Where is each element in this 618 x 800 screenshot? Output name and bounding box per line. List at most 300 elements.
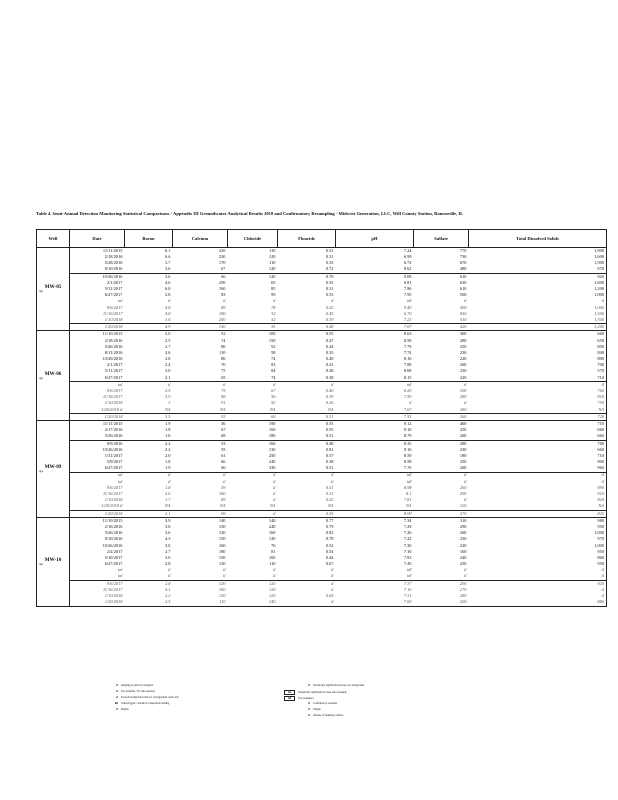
calcium-cell: 250 bbox=[218, 279, 226, 285]
boron-cell: 3.7 bbox=[165, 260, 171, 266]
col-header-fluoride: Fluoride bbox=[278, 230, 336, 248]
sulfate-cell: 480 bbox=[459, 266, 467, 272]
chloride-cell: NA bbox=[269, 406, 276, 412]
tds-cell: tl bbox=[469, 587, 607, 593]
date-cell: 1/20/2018 tl bbox=[101, 503, 123, 509]
boron-cell: 4.6 bbox=[165, 279, 171, 285]
boron-cell: 3.6 bbox=[165, 524, 171, 529]
fluoride-cell: NA bbox=[327, 406, 334, 412]
fluoride-cell: 0.65 bbox=[325, 593, 334, 599]
boron-cell: 3.0 bbox=[165, 542, 171, 548]
results-table bbox=[36, 229, 607, 607]
date-cell: 5/26/2016 bbox=[104, 343, 123, 349]
date-cell: 9/6/2017 bbox=[106, 304, 123, 310]
tds-cell: 660 bbox=[469, 433, 607, 440]
well-id-cell bbox=[37, 331, 70, 421]
tds-cell: 720 bbox=[469, 413, 607, 420]
ph-cell: 8.1 bbox=[406, 491, 412, 497]
legend-text: Statistically significant increase after resample bbox=[298, 691, 347, 694]
tds-cell: 910 bbox=[469, 491, 607, 497]
legend-symbol: tl bbox=[116, 695, 118, 699]
sulfate-cell: 280 bbox=[414, 440, 469, 447]
date-cell: tal bbox=[117, 298, 123, 304]
table-row bbox=[37, 580, 607, 587]
calcium-cell: 56 bbox=[173, 421, 228, 428]
date-cell: 1/20/2018 bbox=[70, 599, 125, 606]
tds-cell: tl bbox=[469, 472, 607, 479]
boron-cell: 6.6 bbox=[165, 254, 171, 260]
calcium-cell: 88 bbox=[221, 394, 226, 400]
boron-cell: 2.2 bbox=[165, 593, 171, 599]
sulfate-cell: 280 bbox=[459, 406, 467, 412]
date-cell: tal bbox=[70, 472, 125, 479]
calcium-cell: 67 bbox=[221, 427, 226, 433]
date-cell: 9/6/2017 bbox=[106, 388, 123, 394]
sulfate-cell: tl bbox=[464, 573, 467, 579]
chloride-cell: 52 bbox=[271, 317, 276, 322]
ph-cell: 7.37 bbox=[336, 580, 414, 587]
sulfate-cell: 510 bbox=[459, 317, 467, 322]
fluoride-cell: NA bbox=[327, 503, 334, 509]
tds-cell: 710 bbox=[469, 421, 607, 428]
ph-cell: 8.79 bbox=[403, 433, 412, 439]
chloride-cell: 120 bbox=[268, 254, 276, 260]
fluoride-cell: 0.51 bbox=[325, 484, 334, 490]
calcium-cell: 75 bbox=[221, 368, 226, 374]
boron-cell: 1.9 bbox=[125, 421, 173, 428]
calcium-cell: 52 bbox=[173, 331, 228, 338]
ph-cell: NA bbox=[405, 503, 412, 509]
boron-cell: tl bbox=[125, 472, 173, 479]
boron-cell: 2.2 bbox=[165, 446, 171, 452]
chloride-cell: 83 bbox=[271, 362, 276, 368]
well-note: ugs bbox=[39, 561, 44, 566]
fluoride-cell: 0.35 bbox=[325, 350, 334, 355]
calcium-cell: 160 bbox=[218, 491, 226, 497]
ph-cell: 7.59 bbox=[403, 394, 412, 400]
chloride-cell: 76 bbox=[271, 542, 276, 548]
calcium-cell: 160 bbox=[218, 286, 226, 292]
tds-cell: 920 bbox=[469, 580, 607, 587]
ph-cell: 7.26 bbox=[403, 530, 412, 536]
calcium-cell: 68 bbox=[221, 433, 226, 439]
tds-cell: tl bbox=[469, 574, 607, 581]
document-title: Table 4. Semi-Annual Detection Monitoring Statistical Comparisons - Appendix III Groundwater Analytical Results 2018 and Confirmatory Resampling - Midwest Generation, LLC, Will County Station, Romeoville, IL bbox=[36, 211, 464, 216]
sulfate-cell: 250 bbox=[459, 343, 467, 349]
col-header-sulfate: Sulfate bbox=[414, 230, 469, 248]
chloride-cell: tl bbox=[273, 491, 276, 497]
calcium-cell: 53 bbox=[173, 440, 228, 447]
date-cell: 6/27/2017 bbox=[104, 561, 123, 567]
calcium-cell: 150 bbox=[218, 536, 226, 542]
fluoride-cell: 0.79 bbox=[325, 524, 334, 529]
sulfate-cell: tl bbox=[464, 567, 467, 573]
tds-cell: 950 bbox=[469, 549, 607, 555]
fluoride-cell: 0.57 bbox=[325, 453, 334, 458]
ph-cell: 8.62 bbox=[403, 266, 412, 272]
calcium-cell: 65 bbox=[221, 374, 226, 380]
tds-cell: 660 bbox=[469, 331, 607, 338]
boron-cell: 3.5 bbox=[125, 413, 173, 420]
chloride-cell: 110 bbox=[228, 248, 278, 255]
header-row bbox=[37, 230, 607, 248]
ph-cell: 8.16 bbox=[403, 356, 412, 362]
sulfate-cell: tl bbox=[464, 478, 467, 484]
fluoride-cell: tl bbox=[331, 478, 334, 484]
calcium-cell: 86 bbox=[221, 343, 226, 349]
ph-cell: 7.07 bbox=[336, 324, 414, 331]
calcium-cell: tl bbox=[173, 381, 228, 388]
fluoride-cell: 0.53 bbox=[325, 292, 334, 298]
date-cell: 1/20/2018 bbox=[70, 324, 125, 331]
chloride-cell: 52 bbox=[271, 310, 276, 316]
tds-cell: 960 bbox=[469, 465, 607, 472]
calcium-cell: 180 bbox=[218, 310, 226, 316]
date-cell: 5/10/2017 bbox=[104, 555, 123, 560]
sulfate-cell: 260 bbox=[414, 413, 469, 420]
date-cell: tal bbox=[117, 478, 123, 484]
tds-cell: NA bbox=[469, 504, 607, 511]
chloride-cell: 160 bbox=[228, 440, 278, 447]
date-cell: 10/26/2016 bbox=[102, 446, 123, 452]
ph-cell: 8.35 bbox=[336, 440, 414, 447]
calcium-cell: 67 bbox=[221, 266, 226, 272]
chloride-cell: 240 bbox=[268, 459, 276, 465]
tds-cell: 1,000 bbox=[469, 530, 607, 536]
ph-cell: 7.34 bbox=[336, 517, 414, 524]
well-id: MW-06 bbox=[44, 370, 62, 377]
well-id: MW-05 bbox=[44, 284, 62, 291]
ph-cell: 9.08 bbox=[336, 273, 414, 280]
fluoride-cell: 0.35 bbox=[325, 279, 334, 285]
boron-cell: 2.2 bbox=[125, 440, 173, 447]
boron-cell: 2.4 bbox=[165, 362, 171, 368]
fluoride-cell: 0.52 bbox=[325, 304, 334, 310]
col-header-well: Well bbox=[37, 230, 70, 248]
sulfate-cell: 160 bbox=[459, 548, 467, 554]
tds-cell: 800 bbox=[469, 356, 607, 362]
chloride-cell: tl bbox=[273, 478, 276, 484]
legend-text: Sample bbox=[313, 708, 321, 711]
table-row bbox=[37, 407, 607, 414]
chloride-cell: 74 bbox=[271, 356, 276, 362]
date-cell: 11/10/2015 bbox=[70, 517, 125, 524]
legend-text: Results bbox=[121, 708, 129, 711]
fluoride-cell: 0.48 bbox=[278, 440, 336, 447]
fluoride-cell: 0.31 bbox=[278, 413, 336, 420]
well-id-cell bbox=[37, 248, 70, 331]
chloride-cell: 120 bbox=[228, 273, 278, 280]
boron-cell: 1.8 bbox=[165, 484, 171, 490]
boron-cell: 2.5 bbox=[165, 388, 171, 394]
ph-cell: 8.15 bbox=[403, 374, 412, 380]
chloride-cell: 84 bbox=[271, 368, 276, 374]
chloride-cell: 52 bbox=[271, 400, 276, 406]
ph-cell: 7.31 bbox=[403, 593, 412, 599]
chloride-cell: 140 bbox=[228, 517, 278, 524]
tds-cell: 700 bbox=[469, 362, 607, 368]
tds-cell: 710 bbox=[469, 375, 607, 382]
tds-cell: tl bbox=[469, 299, 607, 305]
boron-cell: 4.8 bbox=[165, 304, 171, 310]
calcium-cell: 120 bbox=[173, 580, 228, 587]
date-cell: 8/10/2016 bbox=[104, 266, 123, 272]
boron-cell: 2.6 bbox=[165, 350, 171, 355]
legend-symbol: tl bbox=[116, 707, 118, 711]
ph-cell: 7.81 bbox=[403, 497, 412, 503]
chloride-cell: 240 bbox=[268, 524, 276, 529]
boron-cell: 3.9 bbox=[165, 394, 171, 400]
fluoride-cell: 0.82 bbox=[325, 530, 334, 536]
ph-cell: tdl bbox=[406, 573, 412, 579]
fluoride-cell: tl bbox=[278, 472, 336, 479]
ph-cell: 8.20 bbox=[403, 388, 412, 394]
fluoride-cell: 0.44 bbox=[325, 343, 334, 349]
date-cell: 5/28/2016 bbox=[104, 260, 123, 266]
tds-cell: 760 bbox=[469, 388, 607, 394]
fluoride-cell: 0.81 bbox=[325, 446, 334, 452]
chloride-cell: 160 bbox=[268, 427, 276, 433]
fluoride-cell: tl bbox=[331, 567, 334, 573]
ph-cell: 7.74 bbox=[403, 350, 412, 355]
fluoride-cell: 0.47 bbox=[325, 337, 334, 343]
sulfate-cell: 770 bbox=[414, 248, 469, 255]
chloride-cell: 55 bbox=[228, 324, 278, 331]
fluoride-cell: 0.55 bbox=[278, 510, 336, 517]
date-cell: 2/1/2017 bbox=[106, 362, 123, 368]
boron-cell: 3.8 bbox=[165, 356, 171, 362]
chloride-cell: 99 bbox=[271, 292, 276, 298]
date-cell: tal bbox=[117, 567, 123, 573]
sulfate-cell: 230 bbox=[459, 368, 467, 374]
chloride-cell: 85 bbox=[271, 286, 276, 292]
sulfate-cell: 230 bbox=[459, 350, 467, 355]
boron-cell: NA bbox=[164, 503, 171, 509]
boron-cell: 3.6 bbox=[165, 317, 171, 322]
fluoride-cell: tl bbox=[278, 381, 336, 388]
fluoride-cell: 0.67 bbox=[325, 561, 334, 567]
boron-cell: 4.3 bbox=[165, 536, 171, 542]
ph-cell: 8.63 bbox=[336, 331, 414, 338]
tds-cell: 710 bbox=[469, 453, 607, 459]
legend-text: Value flagged - statistical comparison pending bbox=[121, 702, 170, 705]
calcium-cell: NA bbox=[219, 406, 226, 412]
chloride-cell: tl bbox=[228, 381, 278, 388]
boron-cell: tl bbox=[168, 567, 171, 573]
date-cell: 9/6/2017 bbox=[106, 484, 123, 490]
table-row bbox=[37, 248, 607, 255]
boron-cell: 1.7 bbox=[165, 497, 171, 503]
sulfate-cell: 250 bbox=[459, 427, 467, 433]
boron-cell: tl bbox=[168, 573, 171, 579]
date-cell: 2/17/2016 bbox=[104, 427, 123, 433]
date-cell: 1/20/2018 bbox=[70, 510, 125, 517]
legend-item bbox=[92, 708, 179, 714]
chloride-cell: 58 bbox=[271, 350, 276, 355]
sulfate-cell: 260 bbox=[459, 433, 467, 439]
table-row bbox=[37, 504, 607, 511]
tds-cell: 750 bbox=[469, 401, 607, 407]
boron-cell: 6.0 bbox=[165, 286, 171, 292]
calcium-cell: 160 bbox=[218, 542, 226, 548]
date-cell: 11/16/2017 bbox=[102, 586, 123, 592]
boron-cell: tl bbox=[125, 381, 173, 388]
calcium-cell: 74 bbox=[221, 337, 226, 343]
chloride-cell: 100 bbox=[228, 331, 278, 338]
fluoride-cell: 0.51 bbox=[325, 433, 334, 439]
date-cell: 5/26/2016 bbox=[104, 433, 123, 439]
fluoride-cell: 0.48 bbox=[278, 324, 336, 331]
tds-cell: 800 bbox=[469, 344, 607, 350]
chloride-cell: 120 bbox=[228, 580, 278, 587]
chloride-cell: 92 bbox=[271, 343, 276, 349]
table-row bbox=[37, 574, 607, 581]
tds-cell: 950 bbox=[469, 561, 607, 567]
ph-cell: 9.16 bbox=[403, 446, 412, 452]
sulfate-cell: 300 bbox=[459, 388, 467, 394]
date-cell: 11/16/2017 bbox=[102, 310, 123, 316]
calcium-cell: 160 bbox=[218, 586, 226, 592]
calcium-cell: 150 bbox=[218, 593, 226, 599]
date-cell: 6/27/2017 bbox=[104, 292, 123, 298]
boron-cell: 3 bbox=[168, 400, 171, 406]
tds-cell: NA bbox=[469, 407, 607, 414]
date-cell: 1/10/2018 bbox=[104, 400, 123, 406]
table-row bbox=[37, 465, 607, 472]
well-note: ugs bbox=[39, 289, 44, 294]
chloride-cell: tl bbox=[273, 573, 276, 579]
sulfate-cell: tl bbox=[464, 400, 467, 406]
chloride-cell: 190 bbox=[228, 421, 278, 428]
sulfate-cell: 650 bbox=[459, 310, 467, 316]
fluoride-cell: 0.40 bbox=[325, 356, 334, 362]
date-cell: 10/26/2016 bbox=[70, 273, 125, 280]
chloride-cell: 120 bbox=[268, 266, 276, 272]
calcium-cell: 140 bbox=[173, 517, 228, 524]
fluoride-cell: 0.39 bbox=[325, 317, 334, 322]
tds-cell: 1,200 bbox=[469, 324, 607, 331]
chloride-cell: 110 bbox=[269, 561, 276, 567]
fluoride-cell: 0.38 bbox=[325, 374, 334, 380]
table-row bbox=[37, 510, 607, 517]
legend-text: Statistically significant increase over background bbox=[313, 684, 365, 687]
calcium-cell: 150 bbox=[218, 524, 226, 529]
date-cell: 9/6/2017 bbox=[70, 580, 125, 587]
fluoride-cell: 0.52 bbox=[325, 542, 334, 548]
sulfate-cell: 630 bbox=[459, 279, 467, 285]
tds-cell: 970 bbox=[469, 267, 607, 274]
tds-cell: 980 bbox=[469, 517, 607, 524]
table-row bbox=[37, 375, 607, 382]
ph-cell: 7.88 bbox=[403, 362, 412, 368]
tds-cell: 570 bbox=[469, 369, 607, 375]
fluoride-cell: tl bbox=[278, 599, 336, 606]
well-id: MW-10 bbox=[44, 556, 62, 563]
ph-cell: 6.72 bbox=[403, 260, 412, 266]
legend-symbol: tl bbox=[116, 689, 118, 693]
legend-item bbox=[284, 714, 364, 720]
fluoride-cell: 0.54 bbox=[325, 548, 334, 554]
ph-cell: 8.59 bbox=[403, 453, 412, 458]
table-row bbox=[37, 317, 607, 324]
ph-cell: 9.40 bbox=[403, 304, 412, 310]
date-cell: 6/27/2017 bbox=[104, 374, 123, 380]
date-cell: 1/10/2018 bbox=[104, 317, 123, 322]
date-cell: 1/10/2018 bbox=[104, 497, 123, 503]
tds-cell: tl bbox=[469, 567, 607, 573]
calcium-cell: 150 bbox=[218, 555, 226, 560]
chloride-cell: 100 bbox=[268, 555, 276, 560]
tds-cell: tl bbox=[469, 479, 607, 485]
chloride-cell: 56 bbox=[271, 394, 276, 400]
calcium-cell: 230 bbox=[218, 254, 226, 260]
boron-cell: 2.7 bbox=[165, 343, 171, 349]
boron-cell: 2.1 bbox=[125, 510, 173, 517]
ph-cell: 7.23 bbox=[403, 317, 412, 322]
legend-symbol: tl bbox=[308, 683, 310, 687]
calcium-cell: 93 bbox=[173, 413, 228, 420]
boron-cell: 3.6 bbox=[165, 530, 171, 536]
calcium-cell: 69 bbox=[221, 497, 226, 503]
sulfate-cell: 300 bbox=[414, 331, 469, 338]
tds-cell: 820 bbox=[469, 510, 607, 517]
sulfate-cell: 200 bbox=[414, 599, 469, 606]
date-cell: 8/11/2016 bbox=[104, 350, 123, 355]
date-cell: 11/11/2015 bbox=[70, 248, 125, 255]
ph-cell: 7.30 bbox=[403, 542, 412, 548]
boron-cell: 4.9 bbox=[125, 324, 173, 331]
legend-text: Not resampled bbox=[298, 697, 314, 700]
chloride-cell: 78 bbox=[271, 304, 276, 310]
calcium-cell: 55 bbox=[221, 446, 226, 452]
legend-symbol: tal bbox=[284, 690, 295, 695]
chloride-cell: tl bbox=[228, 472, 278, 479]
fluoride-cell: 0.51 bbox=[325, 491, 334, 497]
date-cell: 2/16/2016 bbox=[104, 524, 123, 529]
ph-cell: 7.67 bbox=[403, 406, 412, 412]
legend-text: Not Available / No data reported bbox=[121, 690, 155, 693]
tds-cell: 880 bbox=[469, 599, 607, 606]
fluoride-cell: 0.33 bbox=[325, 260, 334, 266]
col-header-date: Date bbox=[70, 230, 125, 248]
sulfate-cell: tl bbox=[464, 497, 467, 503]
date-cell: 1/20/2018 tl bbox=[101, 406, 123, 412]
fluoride-cell: 0.44 bbox=[325, 555, 334, 560]
boron-cell: 3.6 bbox=[125, 273, 173, 280]
calcium-cell: 110 bbox=[219, 350, 226, 355]
ph-cell: 7.60 bbox=[336, 599, 414, 606]
sulfate-cell: 180 bbox=[459, 453, 467, 458]
table-row bbox=[37, 324, 607, 331]
fluoride-cell: 0.52 bbox=[325, 497, 334, 503]
sulfate-cell: 270 bbox=[414, 510, 469, 517]
ph-cell: 7.83 bbox=[403, 555, 412, 560]
tds-cell: 890 bbox=[469, 485, 607, 491]
sulfate-cell: 220 bbox=[459, 356, 467, 362]
sulfate-cell: 260 bbox=[459, 530, 467, 536]
date-cell: 1/10/2018 bbox=[104, 593, 123, 599]
sulfate-cell: 230 bbox=[459, 446, 467, 452]
chloride-cell: 120 bbox=[268, 536, 276, 542]
ph-cell: 8.58 bbox=[403, 459, 412, 465]
calcium-cell: 86 bbox=[221, 356, 226, 362]
date-cell: 1/20/2018 bbox=[70, 413, 125, 420]
results-table-body bbox=[37, 248, 607, 607]
ph-cell: 7.76 bbox=[403, 465, 412, 471]
table-row bbox=[37, 421, 607, 428]
chloride-cell: 330 bbox=[268, 465, 276, 471]
date-cell: 6/27/2017 bbox=[104, 465, 123, 471]
